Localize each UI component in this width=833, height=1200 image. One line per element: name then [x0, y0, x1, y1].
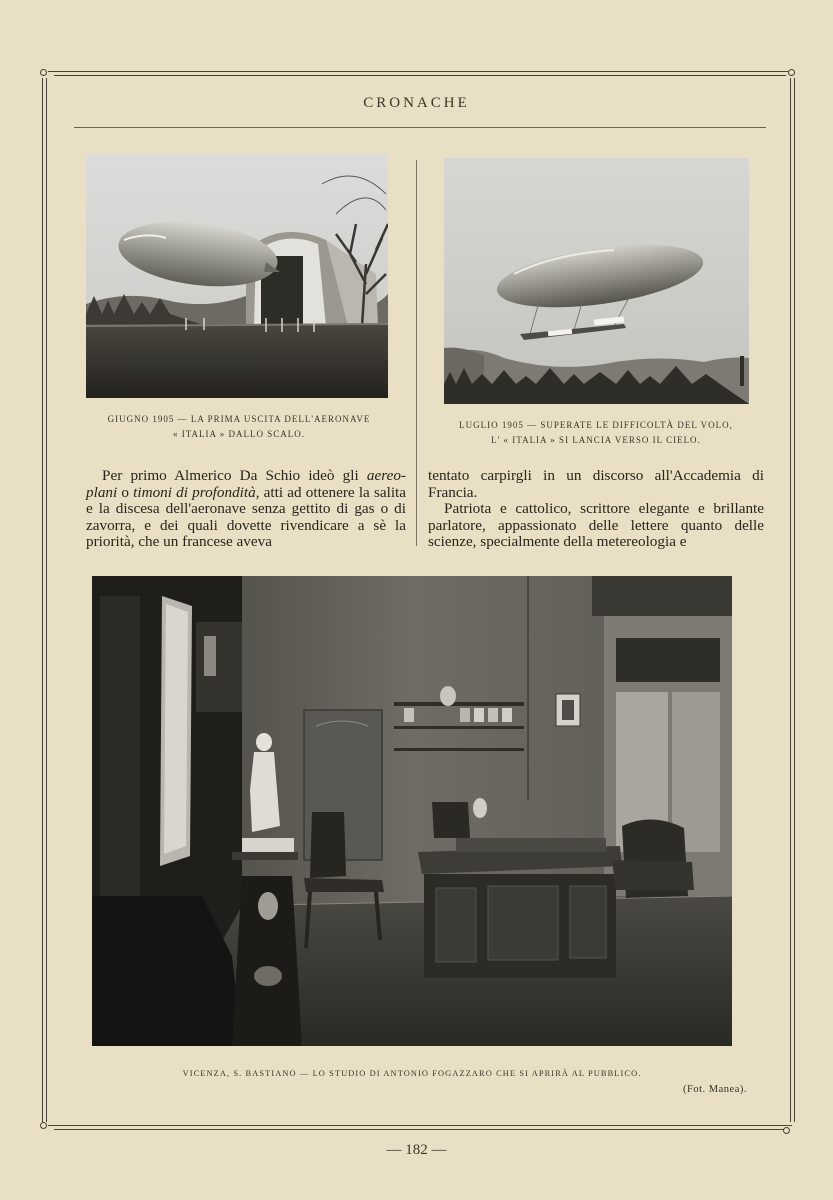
left-caption-line-2: « ITALIA » DALLO SCALO. [172, 429, 306, 439]
airship-flight-photo [444, 158, 749, 404]
frame-top-rule [48, 71, 792, 72]
article-paragraph: Patriota e cattolico, scrittore elegante e brillante parlatore, appassionato delle lettere quanto delle scienze, specialmente della metereologia e [428, 500, 764, 551]
article-text: , atti ad ottenere la salita e la discesa dell'aeronave senza gettito di gas o di zavorra, e dei quali dovette rivendicare a sè la priorità, che un francese aveva [86, 483, 407, 551]
article-text: o [117, 483, 134, 501]
left-photo-caption [86, 412, 392, 442]
frame-top-rule-inner [54, 75, 786, 76]
airship-hangar-illustration [86, 154, 388, 398]
page-title: CRONACHE [363, 95, 470, 111]
study-photo-caption: VICENZA, S. BASTIANO — LO STUDIO DI ANTONIO FOGAZZARO CHE SI APRIRÀ AL PUBBLICO. [182, 1069, 642, 1078]
column-divider [416, 160, 417, 546]
frame-right-rule [790, 78, 791, 1122]
frame-corner-ornament [783, 1127, 790, 1134]
airship-hangar-photo [86, 154, 388, 398]
frame-corner-ornament [788, 69, 795, 76]
frame-bottom-rule-inner [54, 1129, 786, 1130]
header-rule [74, 127, 766, 128]
right-caption-line-1: LUGLIO 1905 — SUPERATE LE DIFFICOLTÀ DEL VOLO, [459, 420, 733, 430]
frame-bottom-rule [48, 1125, 792, 1126]
article-emphasis: aereo-plani [86, 467, 406, 501]
article-paragraph: tentato carpirgli in un discorso all'Accademia di Francia. [428, 467, 764, 501]
frame-right-rule-inner [794, 78, 795, 1122]
frame-corner-ornament [40, 69, 47, 76]
article-paragraph [86, 468, 406, 551]
article-left-column [86, 468, 406, 551]
article-text: Per primo Almerico Da Schio ideò gli [102, 467, 367, 484]
airship-flight-illustration [444, 158, 749, 404]
frame-left-rule-inner [46, 78, 47, 1122]
article-emphasis: timoni di profondità [133, 483, 256, 501]
study-room-illustration [92, 576, 732, 1046]
frame-corner-ornament [40, 1122, 47, 1129]
left-caption-line-1: GIUGNO 1905 — LA PRIMA USCITA DELL'AERONAVE [107, 414, 371, 424]
article-right-column [428, 468, 764, 551]
page-number: — 182 — [386, 1142, 447, 1158]
right-caption-line-2: L' « ITALIA » SI LANCIA VERSO IL CIELO. [491, 435, 701, 445]
photo-credit: (Fot. Manea). [683, 1084, 747, 1095]
fogazzaro-study-photo [92, 576, 732, 1046]
right-photo-caption [432, 418, 760, 448]
frame-left-rule [42, 78, 43, 1122]
